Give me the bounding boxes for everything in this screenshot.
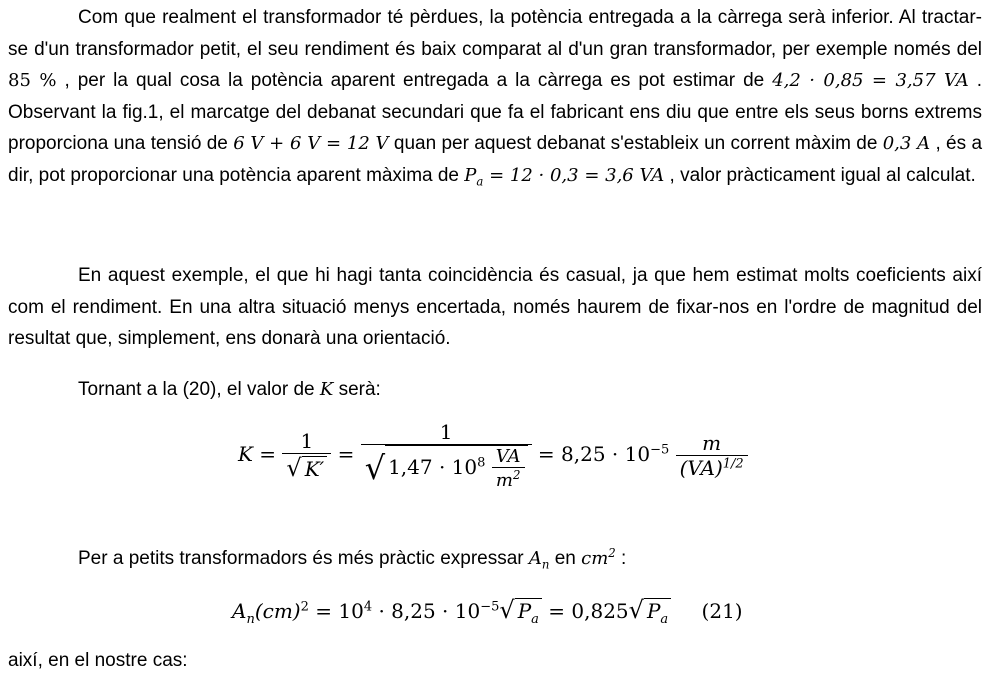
text-run: , valor pràcticament igual al calculat.	[664, 164, 976, 186]
text-run: . Observant la fig.1, el marcatge del debanat secundari que fa el fabricant ens diu que entre els seus borns extrems proporciona una tensió de	[8, 70, 983, 154]
eq-rhs: = $8,25 \cdot 10^{-5}$	[537, 442, 670, 466]
fraction-units: $\frac{m}{(VA)^{1/2}}$	[676, 431, 748, 480]
math-apparent-power: 4,2 · 0,85 = 3,57 VA	[772, 70, 969, 91]
fraction-1-over-sqrt-kprime: $\frac{1}{√ K'}$	[282, 429, 331, 482]
text-run: Com que realment el transformador té pèrdues, la potència entregada a la càrrega serà inferior. Al tractar-se d'un transformador petit, el seu rendiment és baix comparat al d'un gran transformador, per exemple només del	[8, 7, 982, 60]
eq-lhs: K =	[238, 442, 277, 466]
paragraph-efficiency	[8, 2, 982, 198]
text-run: en	[549, 548, 582, 569]
text-run: Per a petits transformadors és més pràctic expressar	[78, 548, 529, 569]
math-an: $A_n$	[528, 548, 550, 572]
text-run: quan per aquest debanat s'estableix un corrent màxim de	[388, 133, 883, 154]
equation-21: $A_n(cm)^2 = 10^4 \cdot 8,25 \cdot 10^{-5}√$ $P_a = 0,825√$ $P_a$ (21)	[232, 596, 743, 627]
equation-k	[238, 420, 748, 491]
paragraph-k-value	[8, 374, 982, 406]
math-max-power: $P_a = 12 \cdot 0,3 = 3,6$ VA	[464, 164, 665, 189]
text-run: , és a dir, pot proporcionar una potència aparent màxima de	[8, 133, 983, 186]
paragraph-our-case: així, en el nostre cas:	[8, 650, 188, 671]
math-k: K	[319, 379, 334, 400]
math-voltage: 6 V + 6 V = 12 V	[233, 133, 389, 154]
equation-number: (21)	[701, 599, 743, 623]
text-run: serà:	[333, 379, 381, 400]
eq-equals: =	[337, 442, 355, 466]
math-efficiency: 85 %	[8, 70, 57, 91]
paragraph-coincidence: En aquest exemple, el que hi hagi tanta coincidència és casual, ja que hem estimat molts coeficients així com el rendiment. En una altra situació menys encertada, només haurem de fixar-nos en l'ordre de magnitud del resultat que, simplement, ens donarà una orientació.	[8, 265, 982, 349]
math-cm2: $cm^2$	[581, 546, 616, 569]
text-run: Tornant a la (20), el valor de	[78, 379, 320, 400]
paragraph-area	[8, 538, 982, 581]
fraction-1-over-sqrt-coefficient: 1 √ $1,47 \cdot 10^8$ $\frac{VA}{m^2}$	[361, 420, 532, 491]
text-run: , per la qual cosa la potència aparent entregada a la càrrega es pot estimar de	[56, 70, 773, 91]
text-run: :	[615, 548, 627, 569]
math-current: 0,3 A	[882, 133, 931, 154]
